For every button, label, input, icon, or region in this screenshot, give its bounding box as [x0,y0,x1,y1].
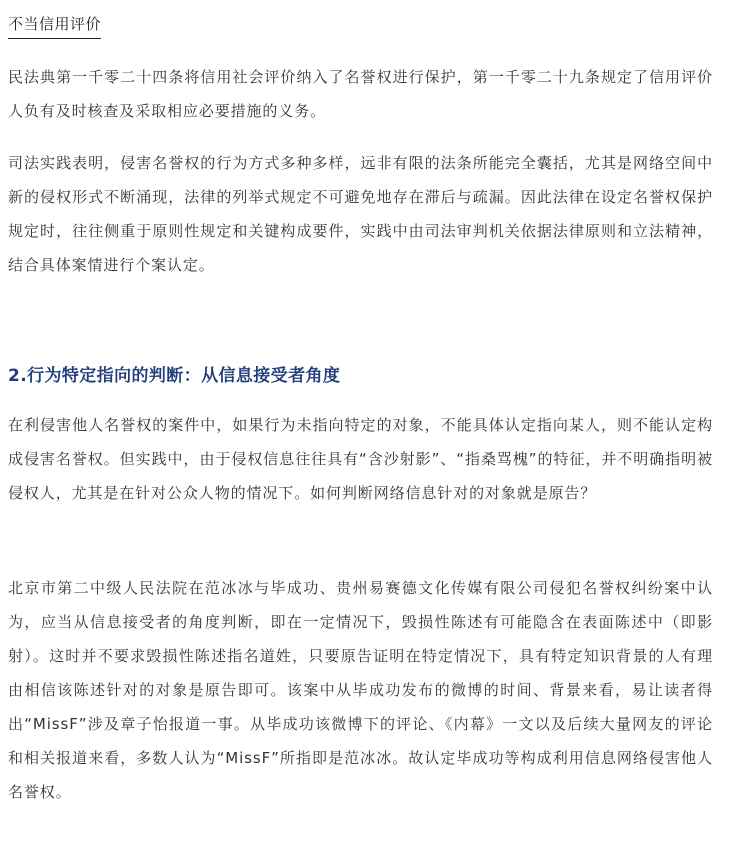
paragraph-specific-target: 在利侵害他人名誉权的案件中，如果行为未指向特定的对象，不能具体认定指向某人，则不能认定构成侵害名誉权。但实践中，由于侵权信息往往具有“含沙射影”、“指桑骂槐”的特征，并不明确指明被侵权人，尤其是在针对公众人物的情况下。如何判断网络信息针对的对象就是原告？ [8,416,713,502]
section-heading: 2.行为特定指向的判断：从信息接受者角度 [8,366,341,386]
section-subtitle: 不当信用评价 [8,12,101,39]
paragraph-civil-code: 民法典第一千零二十四条将信用社会评价纳入了名誉权进行保护，第一千零二十九条规定了信用评价人负有及时核查及采取相应必要措施的义务。 [8,68,713,120]
paragraph-judicial-practice: 司法实践表明，侵害名誉权的行为方式多种多样，远非有限的法条所能完全囊括，尤其是网络空间中新的侵权形式不断涌现，法律的列举式规定不可避免地存在滞后与疏漏。因此法律在设定名誉权保护规定时，往往侧重于原则性规定和关键构成要件，实践中由司法审判机关依据法律原则和立法精神，结合具体案情进行个案认定。 [8,154,713,274]
paragraph-case-example: 北京市第二中级人民法院在范冰冰与毕成功、贵州易赛德文化传媒有限公司侵犯名誉权纠纷案中认为，应当从信息接受者的角度判断，即在一定情况下，毁损性陈述有可能隐含在表面陈述中（即影射）。这时并不要求毁损性陈述指名道姓，只要原告证明在特定情况下，具有特定知识背景的人有理由相信该陈述针对的对象是原告即可。该案中从毕成功发布的微博的时间、背景来看，易让读者得出“MissF”涉及章子怡报道一事。从毕成功该微博下的评论、《内幕》一文以及后续大量网友的评论和相关报道来看，多数人认为“MissF”所指即是范冰冰。故认定毕成功等构成利用信息网络侵害他人名誉权。 [8,579,713,801]
